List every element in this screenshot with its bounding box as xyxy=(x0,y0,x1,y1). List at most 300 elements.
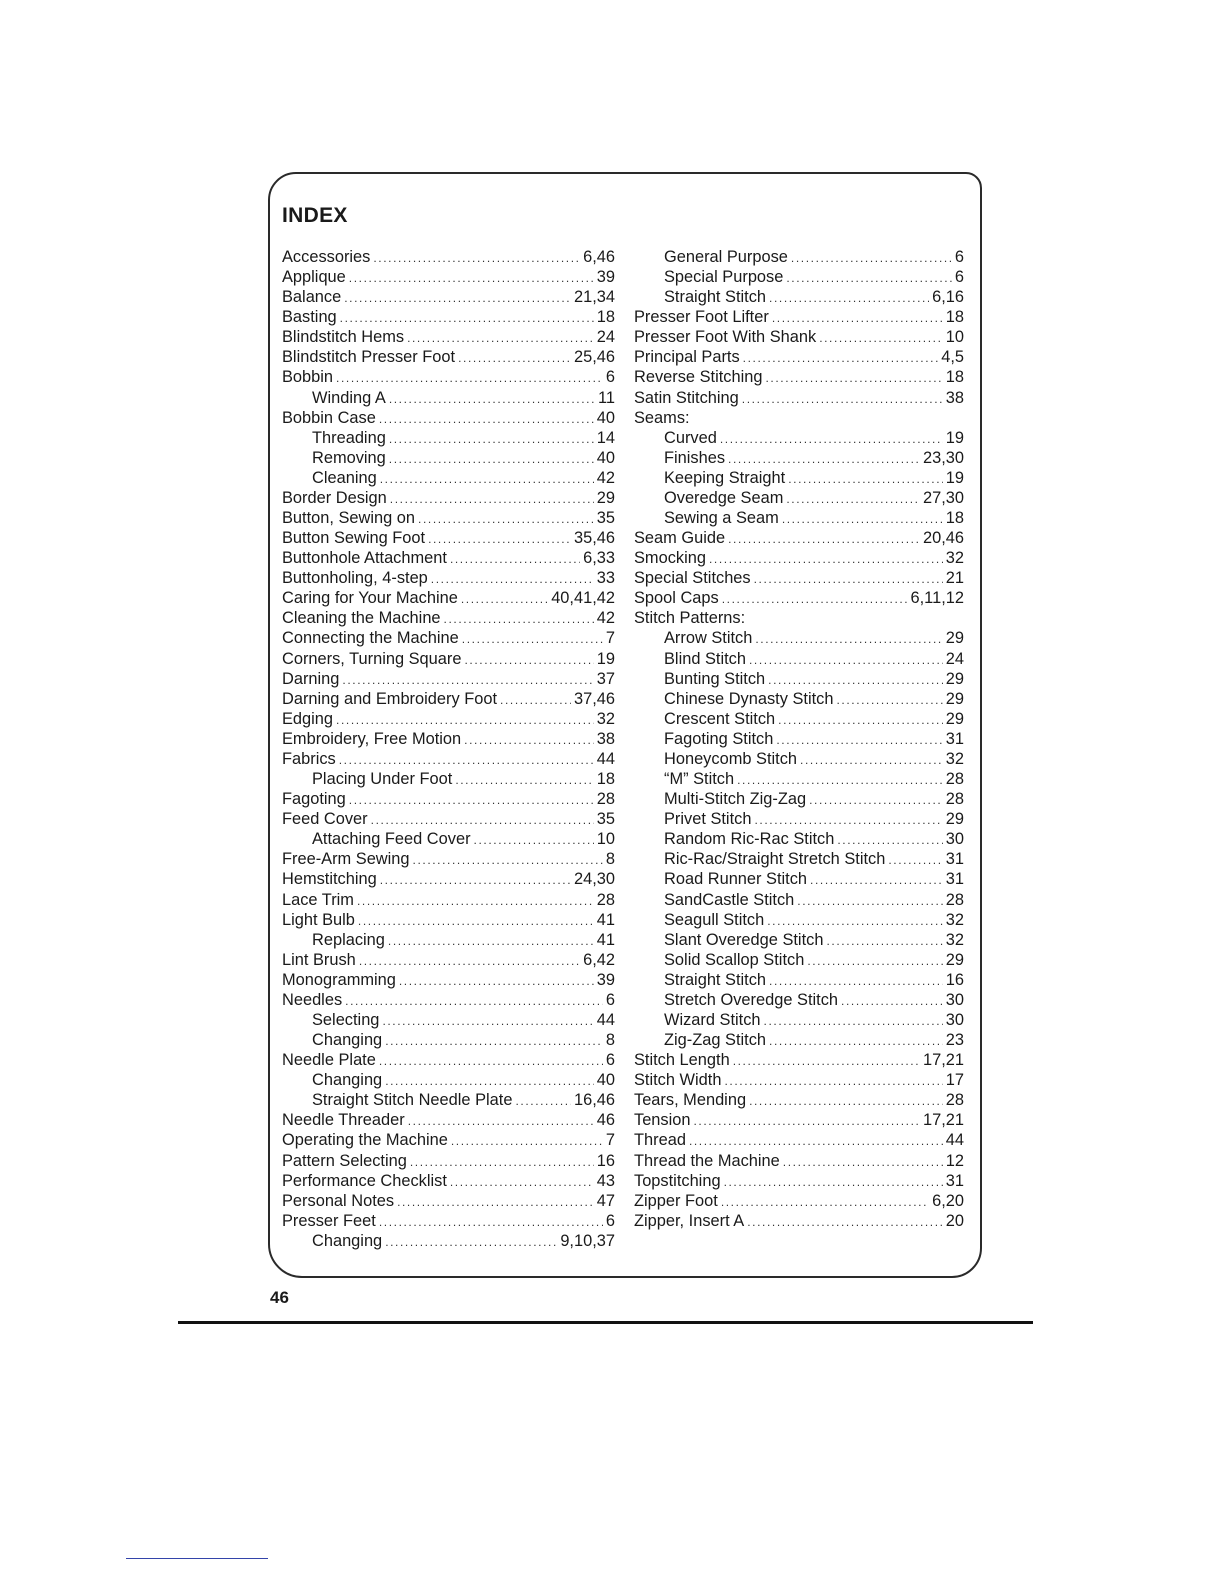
index-subentry xyxy=(634,1010,964,1030)
dot-leader xyxy=(380,469,594,489)
index-page-ref: 28 xyxy=(945,770,964,789)
index-subentry xyxy=(282,1090,615,1110)
dot-leader xyxy=(390,489,594,509)
index-subentry xyxy=(634,267,964,287)
index-page-ref: 6,46 xyxy=(583,248,615,266)
index-term: Hemstitching xyxy=(282,870,377,889)
index-term: Blindstitch Hems xyxy=(282,328,405,347)
index-term: Random Ric-Rac Stitch xyxy=(664,830,835,849)
index-term: General Purpose xyxy=(664,248,788,266)
index-subentry xyxy=(634,1030,964,1050)
index-page-ref: 12 xyxy=(945,1151,964,1170)
index-term: Changing xyxy=(312,1231,383,1250)
index-term: Balance xyxy=(282,288,342,307)
dot-leader xyxy=(772,308,943,328)
index-page-ref: 6 xyxy=(954,268,964,287)
index-page-ref: 7 xyxy=(605,629,615,648)
index-term: Straight Stitch xyxy=(664,970,767,989)
dot-leader xyxy=(349,268,594,288)
index-entry xyxy=(282,869,615,889)
index-entry xyxy=(282,1211,615,1231)
index-page-ref: 19 xyxy=(945,428,964,447)
dot-leader xyxy=(464,650,593,670)
index-entry xyxy=(282,408,615,428)
dot-leader xyxy=(410,1152,594,1172)
index-term: Topstitching xyxy=(634,1171,721,1190)
index-term: Cleaning xyxy=(312,468,377,487)
dot-leader xyxy=(728,529,920,549)
index-page-ref: 16 xyxy=(596,1151,615,1170)
index-term: Connecting the Machine xyxy=(282,629,459,648)
index-page-ref: 39 xyxy=(596,268,615,287)
dot-leader xyxy=(340,308,594,328)
index-page-ref: 38 xyxy=(945,388,964,407)
dot-leader xyxy=(791,248,952,268)
index-subentry xyxy=(634,829,964,849)
dot-leader xyxy=(339,750,594,770)
index-term: Edging xyxy=(282,709,334,728)
dot-leader xyxy=(371,810,594,830)
index-entry xyxy=(634,1211,964,1231)
index-page-ref: 6 xyxy=(605,1211,615,1230)
dot-leader xyxy=(385,1031,603,1051)
index-term: Lace Trim xyxy=(282,890,354,909)
index-entry xyxy=(634,588,964,608)
dot-leader xyxy=(379,409,594,429)
index-term: Keeping Straight xyxy=(664,468,786,487)
dot-leader xyxy=(380,870,571,890)
index-page-ref: 24 xyxy=(596,328,615,347)
dot-leader xyxy=(786,489,920,509)
dot-leader xyxy=(819,328,943,348)
index-term: Honeycomb Stitch xyxy=(664,749,798,768)
index-entry xyxy=(282,327,615,347)
index-page-ref: 32 xyxy=(596,709,615,728)
index-term: Thread xyxy=(634,1131,686,1150)
index-term: Zipper Foot xyxy=(634,1191,718,1210)
dot-leader xyxy=(336,368,603,388)
dot-leader xyxy=(776,730,942,750)
index-entry xyxy=(282,970,615,990)
dot-leader xyxy=(888,850,942,870)
index-entry xyxy=(282,1050,615,1070)
index-entry xyxy=(634,307,964,327)
index-page-ref: 6 xyxy=(605,1051,615,1070)
index-page-ref: 41 xyxy=(596,930,615,949)
dot-leader xyxy=(720,429,943,449)
index-page-ref: 23 xyxy=(945,1031,964,1050)
index-term: Solid Scallop Stitch xyxy=(664,950,805,969)
index-term: Chinese Dynasty Stitch xyxy=(664,689,834,708)
dot-leader xyxy=(389,449,594,469)
dot-leader xyxy=(689,1131,943,1151)
index-page-ref: 8 xyxy=(605,1031,615,1050)
index-page-ref: 39 xyxy=(596,970,615,989)
index-term: Cleaning the Machine xyxy=(282,609,441,628)
index-page-ref: 33 xyxy=(596,569,615,588)
index-page-ref: 17,21 xyxy=(922,1051,964,1070)
dot-leader xyxy=(500,690,571,710)
index-entry xyxy=(282,548,615,568)
dot-leader xyxy=(724,1172,943,1192)
index-term: Darning and Embroidery Foot xyxy=(282,689,498,708)
dot-leader xyxy=(755,629,942,649)
index-entry xyxy=(282,990,615,1010)
index-subentry xyxy=(634,508,964,528)
index-entry xyxy=(282,287,615,307)
index-page-ref: 6 xyxy=(954,248,964,266)
dot-leader xyxy=(336,710,594,730)
index-subentry xyxy=(282,1070,615,1090)
index-page-ref: 20,46 xyxy=(922,529,964,548)
dot-leader xyxy=(782,509,943,529)
dot-leader xyxy=(826,931,942,951)
index-subentry xyxy=(634,669,964,689)
index-subentry xyxy=(634,789,964,809)
dot-leader xyxy=(768,670,943,690)
index-entry xyxy=(282,849,615,869)
page-title: INDEX xyxy=(282,204,348,227)
index-term: Replacing xyxy=(312,930,385,949)
index-term: Tension xyxy=(634,1111,691,1130)
dot-leader xyxy=(431,569,594,589)
index-subentry xyxy=(634,890,964,910)
index-entry xyxy=(282,890,615,910)
index-page-ref: 28 xyxy=(945,1091,964,1110)
index-page-ref: 28 xyxy=(945,790,964,809)
index-page-ref: 6 xyxy=(605,368,615,387)
index-term: Changing xyxy=(312,1031,383,1050)
dot-leader xyxy=(743,348,939,368)
dot-leader xyxy=(769,971,943,991)
index-term: Buttonholing, 4-step xyxy=(282,569,428,588)
index-term: Satin Stitching xyxy=(634,388,739,407)
index-entry xyxy=(282,528,615,548)
index-term: Stretch Overedge Stitch xyxy=(664,990,839,1009)
index-term: Pattern Selecting xyxy=(282,1151,407,1170)
index-subentry xyxy=(634,689,964,709)
dot-leader xyxy=(389,389,595,409)
dot-leader xyxy=(749,650,943,670)
index-subentry xyxy=(634,448,964,468)
index-entry xyxy=(282,1110,615,1130)
index-page-ref: 16,46 xyxy=(573,1091,615,1110)
index-entry xyxy=(634,388,964,408)
dot-leader xyxy=(733,1051,920,1071)
index-term: Lint Brush xyxy=(282,950,356,969)
index-term: Button Sewing Foot xyxy=(282,529,426,548)
index-subentry xyxy=(282,769,615,789)
dot-leader xyxy=(357,891,594,911)
index-entry xyxy=(282,628,615,648)
index-subentry xyxy=(634,910,964,930)
index-entry xyxy=(634,1171,964,1191)
dot-leader xyxy=(810,870,943,890)
index-term: “M” Stitch xyxy=(664,770,735,789)
index-subentry xyxy=(634,428,964,448)
dot-leader xyxy=(413,850,603,870)
index-subentry xyxy=(634,749,964,769)
index-term: Ric-Rac/Straight Stretch Stitch xyxy=(664,850,886,869)
index-term: Smocking xyxy=(634,549,706,568)
index-subentry xyxy=(634,950,964,970)
index-subentry xyxy=(282,930,615,950)
index-entry xyxy=(634,1110,964,1130)
index-entry xyxy=(634,347,964,367)
index-term: Presser Foot Lifter xyxy=(634,308,769,327)
index-page-ref: 19 xyxy=(945,468,964,487)
dot-leader xyxy=(841,991,943,1011)
index-term: Changing xyxy=(312,1071,383,1090)
index-page-ref: 16 xyxy=(945,970,964,989)
dot-leader xyxy=(837,830,942,850)
index-page-ref: 28 xyxy=(596,790,615,809)
page-number: 46 xyxy=(270,1288,289,1307)
index-entry xyxy=(282,1151,615,1171)
index-page-ref: 20 xyxy=(945,1211,964,1230)
index-term: Fagoting xyxy=(282,790,346,809)
index-page-ref: 44 xyxy=(945,1131,964,1150)
index-page-ref: 29 xyxy=(945,709,964,728)
dot-leader xyxy=(788,469,943,489)
index-term: Zipper, Insert A xyxy=(634,1211,745,1230)
index-page-ref: 21 xyxy=(945,569,964,588)
index-page-ref: 28 xyxy=(945,890,964,909)
dot-leader xyxy=(786,268,952,288)
dot-leader xyxy=(399,971,594,991)
dot-leader xyxy=(444,609,594,629)
index-entry xyxy=(282,1130,615,1150)
dot-leader xyxy=(344,288,571,308)
index-entry xyxy=(282,307,615,327)
dot-leader xyxy=(797,891,942,911)
index-term: Spool Caps xyxy=(634,589,719,608)
dot-leader xyxy=(397,1192,594,1212)
index-column-right xyxy=(634,247,964,1231)
index-entry xyxy=(282,267,615,287)
index-page-ref: 29 xyxy=(945,689,964,708)
index-entry xyxy=(282,488,615,508)
index-term: Crescent Stitch xyxy=(664,709,776,728)
index-subentry xyxy=(634,930,964,950)
dot-leader xyxy=(345,991,603,1011)
index-entry xyxy=(634,1090,964,1110)
index-term: Darning xyxy=(282,669,340,688)
index-term: Blindstitch Presser Foot xyxy=(282,348,456,367)
index-entry xyxy=(634,367,964,387)
footer-rule xyxy=(178,1321,1033,1324)
index-subentry xyxy=(634,649,964,669)
index-page-ref: 31 xyxy=(945,850,964,869)
index-term: Accessories xyxy=(282,248,371,266)
index-term: Wizard Stitch xyxy=(664,1010,761,1029)
index-page-ref: 6 xyxy=(605,990,615,1009)
index-subentry xyxy=(282,468,615,488)
index-term: Straight Stitch xyxy=(664,288,767,307)
index-page-ref: 18 xyxy=(945,308,964,327)
index-term: Thread the Machine xyxy=(634,1151,780,1170)
index-subentry xyxy=(282,428,615,448)
dot-leader xyxy=(349,790,594,810)
index-subentry xyxy=(634,869,964,889)
index-subentry xyxy=(634,488,964,508)
index-entry xyxy=(282,347,615,367)
index-term: Stitch Patterns: xyxy=(634,609,746,628)
index-page-ref: 6,33 xyxy=(583,549,615,568)
index-page-ref: 30 xyxy=(945,1010,964,1029)
index-section-heading xyxy=(634,608,964,628)
index-term: Road Runner Stitch xyxy=(664,870,808,889)
index-term: Seagull Stitch xyxy=(664,910,765,929)
dot-leader xyxy=(764,1011,943,1031)
index-entry xyxy=(282,910,615,930)
index-term: Applique xyxy=(282,268,346,287)
index-subentry xyxy=(282,1231,615,1251)
index-page-ref: 18 xyxy=(945,368,964,387)
index-column-left xyxy=(282,247,615,1251)
index-page-ref: 40 xyxy=(596,1071,615,1090)
dot-leader xyxy=(769,1031,943,1051)
dot-leader xyxy=(461,589,548,609)
index-term: Curved xyxy=(664,428,717,447)
dot-leader xyxy=(754,810,942,830)
index-entry xyxy=(282,789,615,809)
index-subentry xyxy=(634,990,964,1010)
index-entry xyxy=(634,327,964,347)
index-entry xyxy=(634,548,964,568)
index-term: Bobbin xyxy=(282,368,334,387)
index-page-ref: 32 xyxy=(945,549,964,568)
dot-leader xyxy=(458,348,571,368)
index-entry xyxy=(282,247,615,267)
index-page-ref: 11 xyxy=(597,388,615,407)
index-term: Stitch Length xyxy=(634,1051,730,1070)
index-term: Needle Threader xyxy=(282,1111,405,1130)
dot-leader xyxy=(747,1212,943,1232)
index-page-ref: 19 xyxy=(596,649,615,668)
dot-leader xyxy=(382,1011,593,1031)
index-entry xyxy=(282,1171,615,1191)
index-page-ref: 23,30 xyxy=(922,448,964,467)
index-page-ref: 30 xyxy=(945,830,964,849)
index-page-ref: 24 xyxy=(945,649,964,668)
index-page-ref: 40 xyxy=(596,408,615,427)
dot-leader xyxy=(450,549,580,569)
index-page-ref: 40 xyxy=(596,448,615,467)
index-subentry xyxy=(282,388,615,408)
dot-leader xyxy=(694,1111,920,1131)
index-subentry xyxy=(634,628,964,648)
index-page-ref: 29 xyxy=(945,629,964,648)
dot-leader xyxy=(450,1172,594,1192)
dot-leader xyxy=(515,1091,571,1111)
dot-leader xyxy=(474,830,594,850)
index-term: Threading xyxy=(312,428,386,447)
index-subentry xyxy=(282,1030,615,1050)
index-term: Multi-Stitch Zig-Zag xyxy=(664,790,807,809)
index-page-ref: 37,46 xyxy=(573,689,615,708)
index-term: Buttonhole Attachment xyxy=(282,549,447,568)
index-subentry xyxy=(282,1010,615,1030)
dot-leader xyxy=(385,1071,594,1091)
dot-leader xyxy=(342,670,593,690)
index-page-ref: 44 xyxy=(596,1010,615,1029)
index-term: Personal Notes xyxy=(282,1191,395,1210)
index-term: Stitch Width xyxy=(634,1071,722,1090)
dot-leader xyxy=(358,911,594,931)
index-page-ref: 31 xyxy=(945,1171,964,1190)
index-page-ref: 8 xyxy=(605,850,615,869)
index-subentry xyxy=(634,287,964,307)
index-entry xyxy=(634,1130,964,1150)
index-term: Feed Cover xyxy=(282,810,368,829)
dot-leader xyxy=(388,931,594,951)
index-term: Presser Foot With Shank xyxy=(634,328,817,347)
index-term: Needles xyxy=(282,990,343,1009)
dot-leader xyxy=(418,509,594,529)
dot-leader xyxy=(769,288,929,308)
index-page-ref: 29 xyxy=(945,669,964,688)
dot-leader xyxy=(742,389,943,409)
index-page-ref: 42 xyxy=(596,468,615,487)
index-term: Fagoting Stitch xyxy=(664,729,774,748)
index-page-ref: 9,10,37 xyxy=(560,1231,615,1250)
index-page-ref: 38 xyxy=(596,729,615,748)
dot-leader xyxy=(379,1051,603,1071)
index-term: Overedge Seam xyxy=(664,488,784,507)
index-term: Fabrics xyxy=(282,749,336,768)
index-entry xyxy=(634,1050,964,1070)
index-page-ref: 40,41,42 xyxy=(551,589,615,608)
dot-leader xyxy=(462,629,603,649)
index-term: Special Stitches xyxy=(634,569,751,588)
index-page-ref: 35,46 xyxy=(573,529,615,548)
index-term: Straight Stitch Needle Plate xyxy=(312,1091,513,1110)
dot-leader xyxy=(722,589,908,609)
index-entry xyxy=(282,729,615,749)
index-page-ref: 47 xyxy=(596,1191,615,1210)
dot-leader xyxy=(389,429,594,449)
index-page-ref: 32 xyxy=(945,930,964,949)
index-entry xyxy=(282,367,615,387)
index-page-ref: 18 xyxy=(945,509,964,528)
dot-leader xyxy=(451,1131,603,1151)
index-entry xyxy=(634,528,964,548)
index-subentry xyxy=(282,829,615,849)
index-page-ref: 18 xyxy=(596,308,615,327)
dot-leader xyxy=(455,770,593,790)
index-page-ref: 44 xyxy=(596,749,615,768)
index-page-ref: 6,11,12 xyxy=(910,589,964,608)
index-term: Placing Under Foot xyxy=(312,770,453,789)
dot-leader xyxy=(778,710,943,730)
dot-leader xyxy=(767,911,943,931)
index-subentry xyxy=(634,729,964,749)
index-entry xyxy=(282,689,615,709)
index-page-ref: 25,46 xyxy=(573,348,615,367)
index-term: Tears, Mending xyxy=(634,1091,747,1110)
index-term: Winding A xyxy=(312,388,386,407)
dot-leader xyxy=(428,529,571,549)
index-page-ref: 14 xyxy=(596,428,615,447)
index-subentry xyxy=(634,849,964,869)
index-term: Caring for Your Machine xyxy=(282,589,458,608)
index-page-ref: 35 xyxy=(596,810,615,829)
index-page-ref: 6,16 xyxy=(932,288,964,307)
index-term: Free-Arm Sewing xyxy=(282,850,410,869)
index-page-ref: 43 xyxy=(596,1171,615,1190)
index-entry xyxy=(282,749,615,769)
